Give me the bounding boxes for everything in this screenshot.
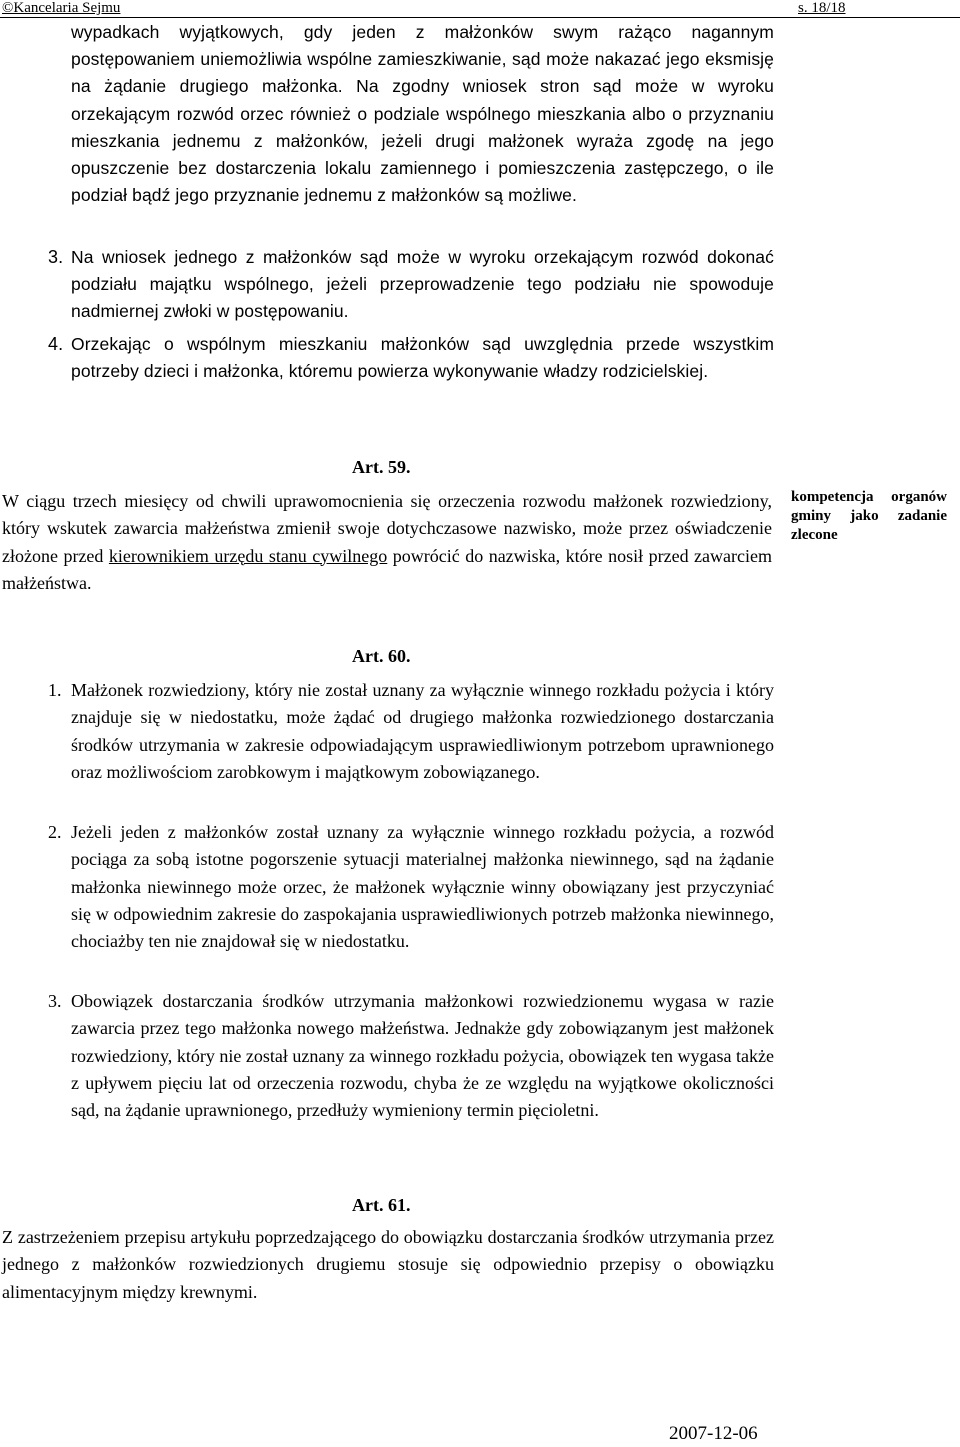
registry-office-link: kierownikiem urzędu stanu cywilnego (108, 545, 388, 566)
art60-item-text: Obowiązek dostarczania środków utrzymania małżonkowi rozwiedzionemu wygasa w razie zawarcia przez tego małżonka nowego małżeństwa. Jednakże gdy zobowiązanym jest małżonek rozwiedziony, który nie został uznany za winnego rozkładu pożycia, obowiązek ten wygasa także z upływem pięciu lat od orzeczenia rozwodu, chyba że ze względu na wyjątkowe okoliczności sąd, na żądanie uprawnionego, przedłuży wymieniony termin pięcioletni. (71, 991, 774, 1121)
art60-item-number: 1. (48, 680, 62, 700)
article-heading: Art. 59. (352, 457, 411, 477)
page-header (0, 0, 960, 17)
art59-text-part: powrócić do nazwiska, które nosił przed zawarciem małżeństwa. (2, 545, 772, 593)
art58-item-number: 3. (48, 247, 64, 267)
art60-item-number: 3. (48, 991, 62, 1011)
art61-text: Z zastrzeżeniem przepisu artykułu poprzedzającego do obowiązku dostarczania środków utrzymania przez jednego z małżonków rozwiedzionych drugiemu stosuje się odpowiednio przepisy o obowiązku alimentacyjnym między krewnymi. (2, 1227, 774, 1302)
art58-item-text: Na wniosek jednego z małżonków sąd może w wyroku orzekającym rozwód dokonać podziału majątku wspólnego, jeżeli przeprowadzenie tego podziału nie spowoduje nadmiernej zwłoki w postępowaniu. (71, 247, 774, 322)
art60-item-number: 2. (48, 822, 62, 842)
article-heading: Art. 61. (352, 1195, 411, 1215)
art60-item-text: Jeżeli jeden z małżonków został uznany za wyłącznie winnego rozkładu pożycia, a rozwód pociąga za sobą istotne pogorszenie sytuacji materialnej małżonka niewinnego, sąd na żądanie małżonka niewinnego może orzec, że małżonek wyłącznie winny obowiązany jest przyczyniać się w odpowiednim zakresie do zaspokajania usprawiedliwionych potrzeb małżonka niewinnego, chociażby ten nie znajdował się w niedostatku. (71, 822, 774, 952)
footer-date: 2007-12-06 (669, 1423, 758, 1444)
publisher-label: ©Kancelaria Sejmu (2, 0, 121, 16)
art58-item-number: 4. (48, 334, 64, 354)
art59-text-part: W ciągu trzech miesięcy od chwili uprawomocnienia się orzeczenia rozwodu małżonek rozwiedziony, który wskutek zawarcia małżeństwa zmienił swoje dotychczasowe nazwisko, może przez oświadczenie złożone przed (2, 491, 772, 566)
header-rule (0, 17, 960, 18)
art60-item-text: Małżonek rozwiedziony, który nie został uznany za wyłącznie winnego rozkładu pożycia i który znajduje się w niedostatku, może żądać od drugiego małżonka rozwiedzionego dostarczania środków utrzymania w zakresie odpowiadającym usprawiedliwionym potrzebom uprawnionego oraz możliwościom zarobkowym i majątkowym zobowiązanego. (71, 680, 774, 782)
art59-text (2, 488, 772, 597)
art58-continuation: wypadkach wyjątkowych, gdy jeden z małżonków swym rażąco nagannym postępowaniem uniemożliwia wspólne zamieszkiwanie, sąd może nakazać jego eksmisję na żądanie drugiego małżonka. Na zgodny wniosek stron sąd może w wyroku orzekającym rozwód orzec również o podziale wspólnego mieszkania albo o przyznaniu mieszkania jednemu z małżonków, jeżeli drugi małżonek wyraża zgodę na jego opuszczenie bez dostarczenia lokalu zamiennego i pomieszczenia zastępczego, o ile podział bądź jego przyznanie jednemu z małżonków są możliwe. (71, 22, 774, 206)
art58-item-text: Orzekając o wspólnym mieszkaniu małżonków sąd uwzględnia przede wszystkim potrzeby dzieci i małżonka, któremu powierza wykonywanie władzy rodzicielskiej. (71, 334, 774, 382)
margin-note: kompetencja organów gminy jako zadanie zlecone (791, 489, 947, 543)
page-number: s. 18/18 (798, 0, 846, 16)
article-heading: Art. 60. (352, 646, 411, 666)
